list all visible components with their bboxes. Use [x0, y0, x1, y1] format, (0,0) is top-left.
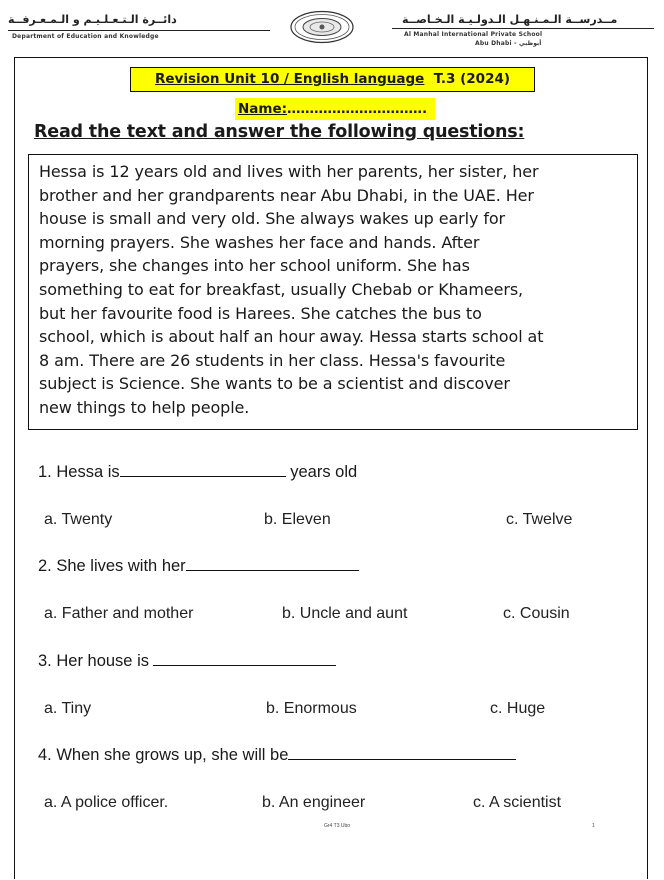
title-text: Revision Unit 10 / English language [154, 71, 425, 87]
passage-line: new things to help people. [39, 397, 250, 417]
q3-option-c[interactable]: c. Huge [490, 700, 546, 717]
q4-option-c[interactable]: c. A scientist [473, 794, 562, 811]
passage-line: Hessa is 12 years old and lives with her parents, her sister, her [39, 162, 539, 181]
question-number: 1. [38, 463, 52, 481]
answer-blank-3[interactable] [153, 651, 336, 666]
q3-option-b[interactable]: b. Enormous [266, 700, 357, 717]
page-number: 1 [592, 823, 595, 829]
name-label: Name: [238, 101, 288, 117]
name-placeholder[interactable]: …………………………. [287, 101, 428, 117]
reading-passage [28, 154, 638, 430]
instruction-heading: Read the text and answer the following questions: [34, 122, 525, 142]
q4-option-b[interactable]: b. An engineer [262, 794, 366, 811]
header-rule-left [8, 30, 270, 31]
question-stem: When she grows up, she will be [56, 746, 289, 764]
question-3 [38, 651, 336, 671]
question-suffix: years old [290, 463, 358, 481]
passage-line: school, which is about half an hour away. Hessa starts school at [39, 327, 544, 347]
name-field[interactable] [235, 98, 435, 120]
question-number: 2. [38, 557, 52, 575]
header-department-arabic: دائــرة الـتـعـلـيـم و الـمـعـرفــة [8, 13, 177, 26]
answer-blank-4[interactable] [288, 745, 516, 760]
passage-line: something to eat for breakfast, usually Chebab or Khameers, [39, 279, 524, 299]
passage-line: prayers, she changes into her school uniform. She has [39, 256, 470, 276]
passage-line: 8 am. There are 26 students in her class. Hessa's favourite [39, 350, 506, 370]
q2-option-c[interactable]: c. Cousin [503, 605, 570, 622]
passage-line: but her favourite food is Harees. She catches the bus to [39, 303, 482, 323]
q1-option-b[interactable]: b. Eleven [264, 511, 331, 528]
header-school-english: Al Manhal International Private School [404, 31, 543, 38]
question-1 [38, 462, 357, 482]
q2-option-b[interactable]: b. Uncle and aunt [282, 605, 408, 622]
header-school-arabic: مــدرســة الـمـنـهـل الـدولـيـة الـخـاصــة [402, 13, 618, 26]
header-department-english: Department of Education and Knowledge [12, 33, 159, 40]
school-emblem [289, 10, 355, 44]
passage-line: brother and her grandparents near Abu Dhabi, in the UAE. Her [39, 185, 534, 205]
q1-option-c[interactable]: c. Twelve [506, 511, 573, 528]
passage-line: subject is Science. She wants to be a scientist and discover [39, 374, 510, 394]
passage-line: morning prayers. She washes her face and hands. After [39, 232, 480, 252]
footer-code: Gr4 T3 Ubo [324, 823, 351, 829]
question-stem: She lives with her [56, 557, 186, 575]
header-school-city: Abu Dhabi - أبوظبي [475, 40, 542, 47]
question-stem: Hessa is [56, 463, 120, 481]
question-2 [38, 556, 359, 576]
header-rule-right [392, 28, 654, 29]
passage-line: house is small and very old. She always wakes up early for [39, 209, 506, 229]
worksheet-title [130, 67, 535, 92]
q1-option-a[interactable]: a. Twenty [44, 511, 113, 528]
question-number: 4. [38, 746, 52, 764]
q2-option-a[interactable]: a. Father and mother [44, 605, 194, 622]
answer-blank-2[interactable] [186, 556, 359, 571]
q4-option-a[interactable]: a. A police officer. [44, 794, 169, 811]
q3-option-a[interactable]: a. Tiny [44, 700, 92, 717]
question-4 [38, 745, 516, 765]
answer-blank-1[interactable] [120, 462, 286, 477]
title-term: T.3 (2024) [433, 71, 511, 87]
question-number: 3. [38, 652, 52, 670]
question-stem: Her house is [56, 652, 149, 670]
